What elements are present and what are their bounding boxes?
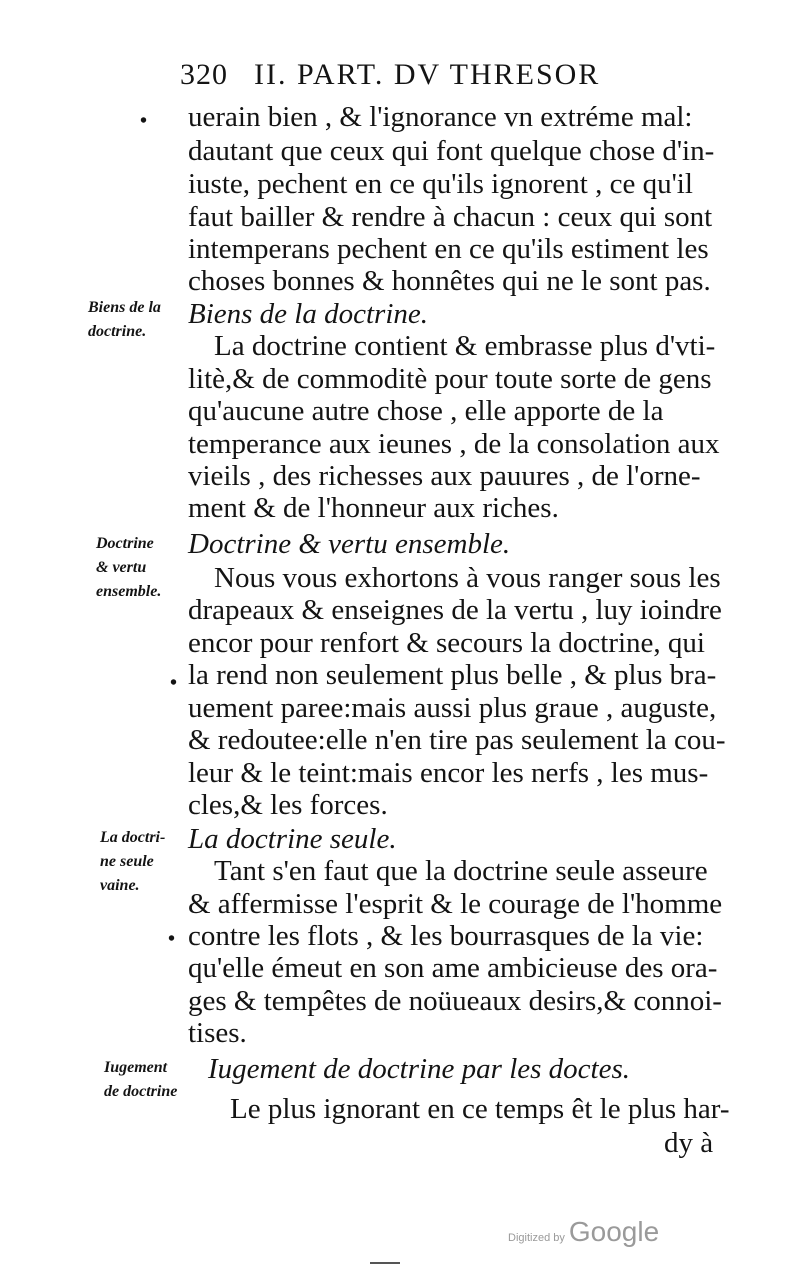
text-line: ges & tempêtes de noüueaux desirs,& connoi- [188, 985, 722, 1017]
running-header [180, 58, 660, 92]
section-heading: Iugement de doctrine par les doctes. [208, 1053, 631, 1085]
text-line: la rend non seulement plus belle , & plus bra- [188, 659, 717, 691]
text-line: iuste, pechent en ce qu'ils ignorent , ce qu'il [188, 168, 693, 200]
text-line: & redoutee:elle n'en tire pas seulement la cou- [188, 724, 726, 756]
text-line: ment & de l'honneur aux riches. [188, 492, 559, 524]
margin-note: La doctri- ne seule vaine. [100, 829, 166, 894]
text-line: cles,& les forces. [188, 789, 388, 821]
running-title: II. PART. DV THRESOR [254, 58, 601, 91]
page-number: 320 [180, 58, 228, 91]
margin-note: Biens de la doctrine. [88, 299, 161, 340]
ink-mark: • [170, 672, 178, 694]
text-line: intemperans pechent en ce qu'ils estiment les [188, 233, 709, 265]
ink-mark: • [140, 110, 148, 132]
text-line: faut bailler & rendre à chacun : ceux qui sont [188, 201, 713, 233]
text-line: tises. [188, 1017, 247, 1049]
catchword: dy à [664, 1127, 714, 1159]
ink-mark: • [168, 928, 176, 950]
google-logo: Google [568, 1216, 660, 1247]
text-line: uerain bien , & l'ignorance vn extréme mal: [188, 101, 693, 133]
text-line: Tant s'en faut que la doctrine seule asseure [214, 855, 708, 887]
text-line: temperance aux ieunes , de la consolation aux [188, 428, 720, 460]
text-line: choses bonnes & honnêtes qui ne le sont pas. [188, 265, 711, 297]
text-line: drapeaux & enseignes de la vertu , luy ioindre [188, 594, 722, 626]
text-line: encor pour renfort & secours la doctrine, qui [188, 627, 705, 659]
section-heading: Biens de la doctrine. [188, 298, 429, 330]
text-line: & affermisse l'esprit & le courage de l'homme [188, 888, 723, 920]
text-line: Nous vous exhortons à vous ranger sous les [214, 562, 721, 594]
text-line: dautant que ceux qui font quelque chose d'in- [188, 135, 715, 167]
text-line: vieils , des richesses aux pauures , de l'orne- [188, 460, 701, 492]
section-heading: Doctrine & vertu ensemble. [188, 528, 511, 560]
text-line: qu'elle émeut en son ame ambicieuse des ora- [188, 952, 718, 984]
text-line: litè,& de commoditè pour toute sorte de gens [188, 363, 712, 395]
text-line: La doctrine contient & embrasse plus d'vti- [214, 330, 716, 362]
text-line: Le plus ignorant en ce temps êt le plus har- [230, 1093, 730, 1125]
text-line: leur & le teint:mais encor les nerfs , les mus- [188, 757, 709, 789]
digitization-watermark: Digitized by Google [508, 1216, 660, 1247]
section-heading: La doctrine seule. [188, 823, 397, 855]
text-line: qu'aucune autre chose , elle apporte de la [188, 395, 664, 427]
page-edge-mark [370, 1262, 400, 1264]
text-line: contre les flots , & les bourrasques de la vie: [188, 920, 704, 952]
margin-note: Doctrine & vertu ensemble. [96, 535, 162, 600]
margin-note: Iugement de doctrine [104, 1059, 178, 1100]
text-line: uement paree:mais aussi plus graue , auguste, [188, 692, 717, 724]
